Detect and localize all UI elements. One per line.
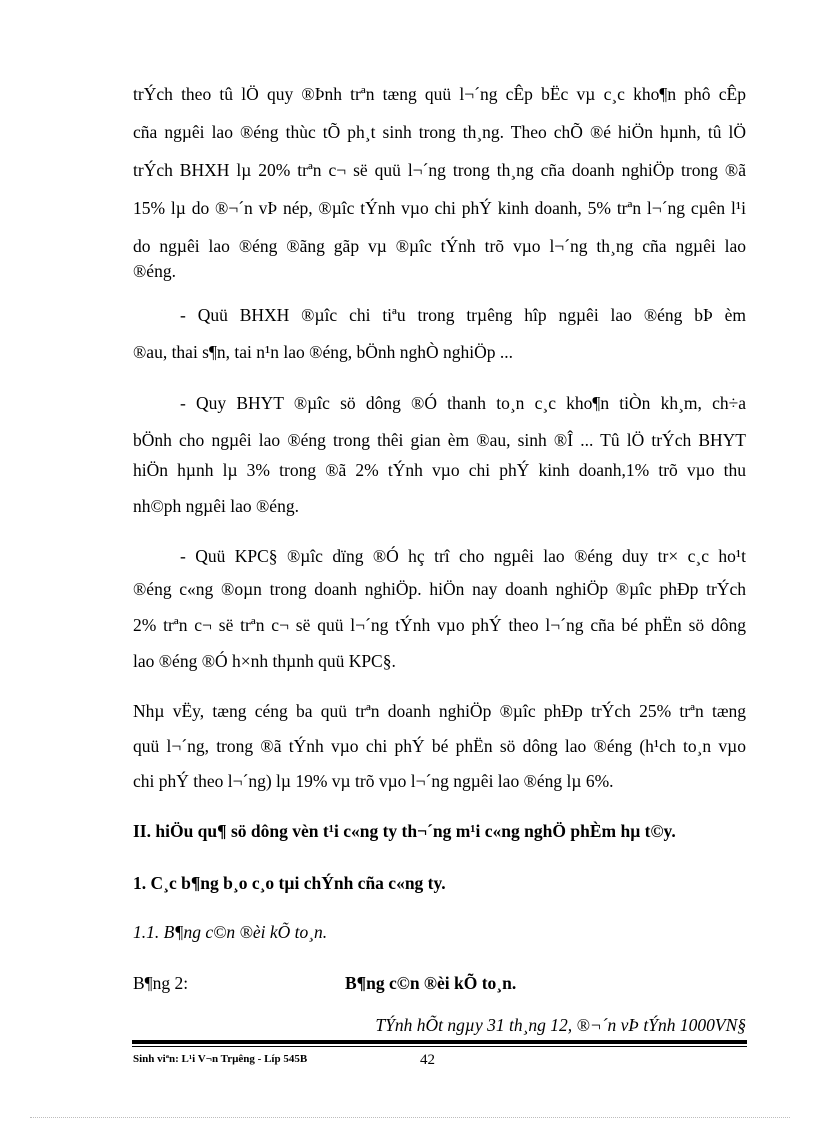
table-label: B¶ng 2: [133, 973, 189, 993]
table-note: TÝnh hÕt ngµy 31 th¸ng 12, ®¬´n vÞ tÝnh 1000VN§ [375, 1015, 746, 1035]
table-title: B¶ng c©n ®èi kÕ to¸n. [345, 973, 517, 993]
paragraph-line: chi phÝ theo l¬´ng) lµ 19% vµ trõ vµo l¬´ng ngµêi lao ®éng lµ 6%. [133, 771, 614, 791]
list-item-line: ®éng c«ng ®oµn trong doanh nghiÖp. hiÖn nay doanh nghiÖp ®µîc phÐp trÝch [133, 579, 746, 599]
page-number: 42 [420, 1052, 435, 1068]
list-item-line: - Quy BHYT ®µîc sö dông ®Ó thanh to¸n c¸c kho¶n tiÒn kh¸m, ch÷a [180, 393, 746, 413]
list-item-line: - Quü BHXH ®µîc chi tiªu trong trµêng hîp ngµêi lao ®éng bÞ èm [180, 305, 746, 325]
footer-author: Sinh viªn: L¹i V¬n Trµêng - Líp 545B [133, 1053, 308, 1065]
paragraph-line: trÝch BHXH lµ 20% trªn c¬ së quü l¬´ng trong th¸ng cña doanh nghiÖp trong ®ã [133, 160, 746, 180]
list-item-line: 2% trªn c¬ së trªn c¬ së quü l¬´ng tÝnh vµo phÝ theo l¬´ng cña bé phËn sö dông [133, 615, 746, 635]
list-item-line: hiÖn hµnh lµ 3% trong ®ã 2% tÝnh vµo chi phÝ kinh doanh,1% trõ vµo thu [133, 460, 746, 480]
footer-divider [132, 1040, 747, 1044]
paragraph-line: do ngµêi lao ®éng ®ãng gãp vµ ®µîc tÝnh trõ vµo l¬´ng th¸ng cña ngµêi lao [133, 236, 746, 256]
list-item-line: bÖnh cho ngµêi lao ®éng trong thêi gian èm ®au, sinh ®Î ... Tû lÖ trÝch BHYT [133, 430, 746, 450]
subheading: 1. C¸c b¶ng b¸o c¸o tµi chÝnh cña c«ng ty. [133, 873, 446, 893]
paragraph-line: ®éng. [133, 261, 176, 281]
page-bottom-edge [30, 1117, 790, 1118]
subheading-italic: 1.1. B¶ng c©n ®èi kÕ to¸n. [133, 922, 328, 942]
list-item-line: ®au, thai s¶n, tai n¹n lao ®éng, bÖnh nghÒ nghiÖp ... [133, 342, 514, 362]
footer-divider-thin [132, 1046, 747, 1047]
list-item-line: - Quü KPC§ ®µîc dïng ®Ó hç trî cho ngµêi lao ®éng duy tr× c¸c ho¹t [180, 546, 746, 566]
list-item-line: nh©ph ngµêi lao ®éng. [133, 496, 299, 516]
paragraph-line: cña ngµêi lao ®éng thùc tÕ ph¸t sinh trong th¸ng. Theo chÕ ®é hiÖn hµnh, tû lÖ [133, 122, 746, 142]
paragraph-line: trÝch theo tû lÖ quy ®Þnh trªn tæng quü l¬´ng cÊp bËc vµ c¸c kho¶n phô cÊp [133, 84, 746, 104]
paragraph-line: 15% lµ do ®¬´n vÞ nép, ®µîc tÝnh vµo chi phÝ kinh doanh, 5% trªn l¬´ng cµên l¹i [133, 198, 746, 218]
section-heading: II. hiÖu qu¶ sö dông vèn t¹i c«ng ty th¬´ng m¹i c«ng nghÖ phÈm hµ t©y. [133, 821, 676, 841]
paragraph-line: quü l¬´ng, trong ®ã tÝnh vµo chi phÝ bé phËn sö dông lao ®éng (h¹ch to¸n vµo [133, 736, 746, 756]
list-item-line: lao ®éng ®Ó h×nh thµnh quü KPC§. [133, 651, 396, 671]
paragraph-line: Nhµ vËy, tæng céng ba quü trªn doanh nghiÖp ®µîc phÐp trÝch 25% trªn tæng [133, 701, 746, 721]
